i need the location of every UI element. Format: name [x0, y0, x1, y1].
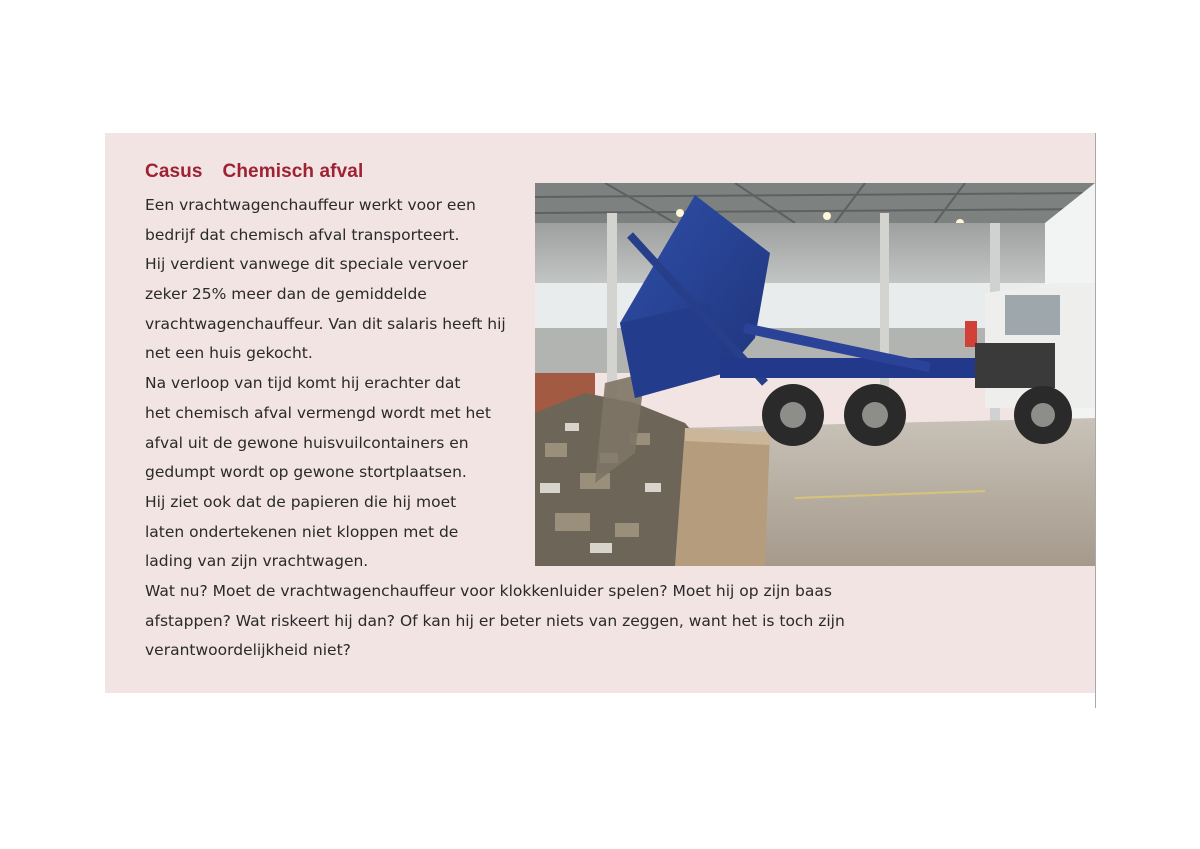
text-line: vrachtwagenchauffeur. Van dit salaris heeft hij: [145, 314, 506, 333]
case-box: [105, 133, 1095, 693]
text-line: Wat nu? Moet de vrachtwagenchauffeur voor klokkenluider spelen? Moet hij op zijn baas: [145, 581, 832, 600]
text-line: verantwoordelijkheid niet?: [145, 641, 351, 660]
right-divider-line: [1095, 133, 1096, 708]
text-line: bedrijf dat chemisch afval transporteert.: [145, 225, 460, 244]
text-line: Na verloop van tijd komt hij erachter dat: [145, 374, 461, 393]
text-line: afstappen? Wat riskeert hij dan? Of kan hij er beter niets van zeggen, want het is toch zijn: [145, 611, 845, 630]
text-line: Hij verdient vanwege dit speciale vervoer: [145, 255, 468, 274]
text-line: Hij ziet ook dat de papieren die hij moet: [145, 492, 457, 511]
text-line: zeker 25% meer dan de gemiddelde: [145, 285, 427, 304]
text-line: net een huis gekocht.: [145, 344, 313, 363]
case-title: Chemisch afval: [222, 161, 364, 182]
case-heading: [145, 161, 363, 183]
text-line: gedumpt wordt op gewone stortplaatsen.: [145, 463, 467, 482]
case-label: Casus: [145, 161, 203, 182]
text-line: laten ondertekenen niet kloppen met de: [145, 522, 459, 541]
truck-dumping-waste-photo: [535, 183, 1095, 566]
text-line: afval uit de gewone huisvuilcontainers en: [145, 433, 469, 452]
text-line: Een vrachtwagenchauffeur werkt voor een: [145, 196, 476, 214]
text-line: het chemisch afval vermengd wordt met het: [145, 403, 491, 422]
text-line: lading van zijn vrachtwagen.: [145, 552, 369, 571]
